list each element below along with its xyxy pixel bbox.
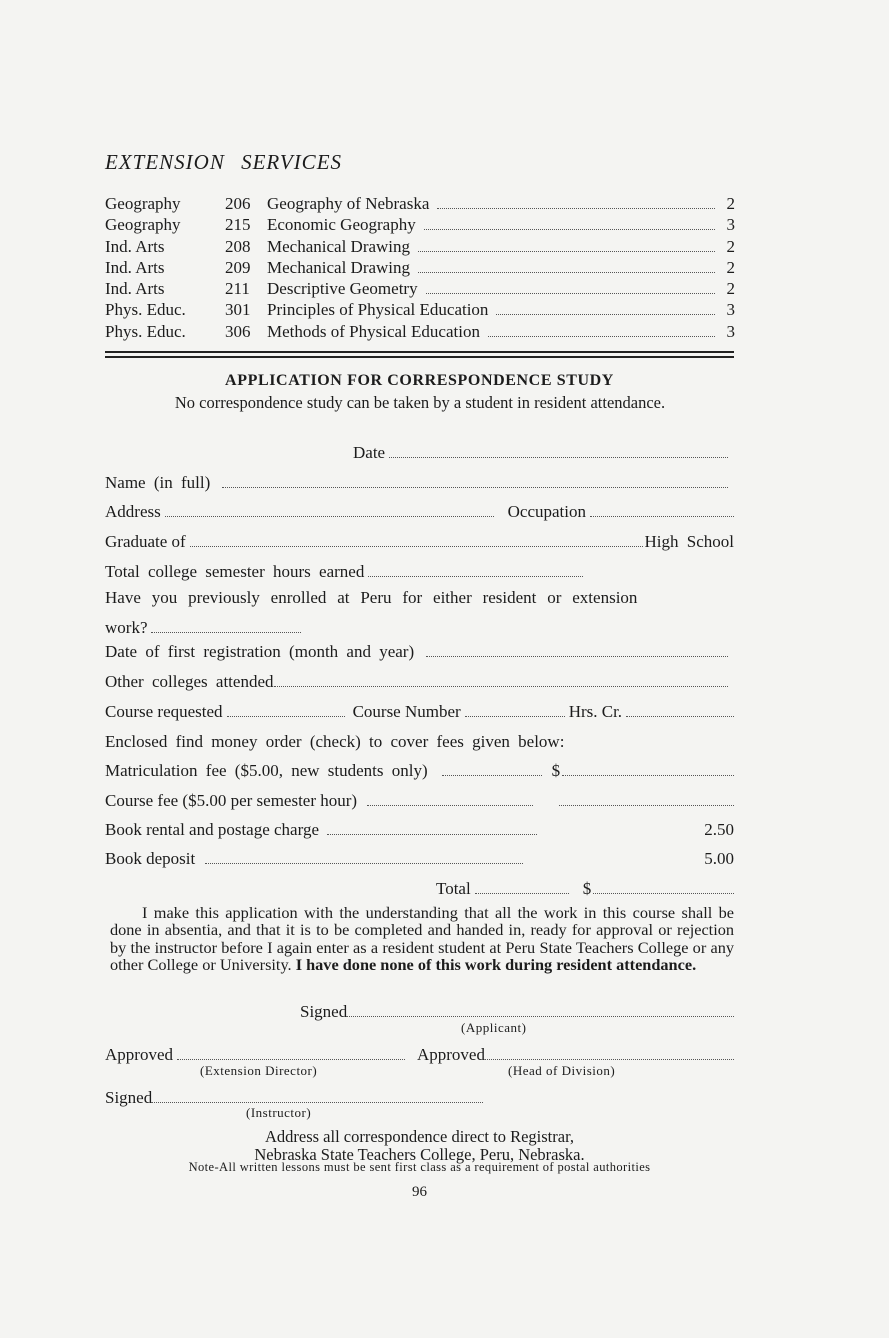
work-label: work? [105,618,148,637]
course-title: Methods of Physical Education [267,321,480,341]
course-title: Principles of Physical Education [267,300,489,320]
total-line [436,878,734,900]
extension-director-field[interactable] [177,1058,405,1060]
head-of-division-field[interactable] [485,1058,734,1060]
course-dept: Ind. Arts [105,236,165,256]
previously-enrolled-line [105,587,734,609]
course-hours: 2 [726,236,735,256]
book-rental-amount: 2.50 [704,820,734,839]
course-number-label: Course Number [352,702,461,721]
approved-label-2: Approved [416,1045,485,1064]
page-number: 96 [412,1184,427,1200]
dot-leader [496,313,715,315]
course-hours: 3 [726,300,735,320]
dot-leader [418,271,715,273]
address-label: Address [105,502,161,521]
book-rental-label: Book rental and postage charge [105,820,320,839]
extension-director-caption: (Extension Director) [200,1063,318,1078]
matriculation-amount-field[interactable] [562,774,734,776]
divider-rule [105,356,734,358]
instructor-caption: (Instructor) [246,1105,312,1120]
course-dept: Geography [105,215,181,235]
statement-text: I make this application with the understanding that all the work in this course shall be done in absentia, and that it is to be completed and handed in, ready for approval or rejection by the instructor before I again enter as a resident student at Peru State Teachers College or any other College or University. [110,903,734,975]
graduate-label: Graduate of [105,532,186,551]
approved-label: Approved [105,1045,173,1064]
course-title: Geography of Nebraska [267,194,430,213]
total-label: Total [436,879,471,898]
total-hours-field[interactable] [368,575,583,577]
matriculation-dots [442,774,542,776]
head-of-division-caption: (Head of Division) [508,1063,616,1078]
statement-paragraph [110,904,734,974]
dollar-sign: $ [551,761,561,780]
course-fee-label: Course fee ($5.00 per semester hour) [105,791,358,810]
high-school-label: High School [644,532,734,551]
course-hours: 2 [726,257,735,277]
course-requested-label: Course requested [105,702,223,721]
dot-leader [437,207,715,209]
course-hours: 3 [726,215,735,235]
address-block [105,1128,734,1164]
name-label: Name (in full) [105,473,211,492]
occupation-field[interactable] [590,515,734,517]
course-table [105,193,735,342]
date-label: Date [353,443,386,462]
occupation-label: Occupation [507,502,586,521]
dot-leader [418,250,715,252]
total-hours-line [105,561,734,583]
other-colleges-field[interactable] [274,685,729,687]
course-title: Mechanical Drawing [267,257,411,277]
applicant-caption: (Applicant) [461,1020,527,1035]
course-number: 306 [225,321,251,341]
first-registration-line [105,641,734,663]
enclosed-line [105,731,734,753]
course-number: 211 [225,279,250,299]
course-number: 215 [225,215,251,235]
course-row [105,278,735,299]
book-rental-dots [327,833,537,835]
enclosed-label: Enclosed find money order (check) to cover fees given below: [105,732,565,751]
other-colleges-label: Other colleges attended [105,672,274,691]
applicant-signature-field[interactable] [347,1015,734,1017]
course-row [105,299,735,320]
footnote: Note-All written lessons must be sent first class as a requirement of postal authorities [188,1160,651,1174]
hrs-cr-field[interactable] [626,715,734,717]
address-line-2: Nebraska State Teachers College, Peru, Nebraska. [254,1145,585,1164]
book-deposit-label: Book deposit [105,849,196,868]
application-note: No correspondence study can be taken by a student in resident attendance. [174,393,666,412]
matriculation-line [105,760,734,782]
course-number: 209 [225,257,251,277]
course-number: 206 [225,194,251,213]
course-title: Mechanical Drawing [267,236,411,256]
book-deposit-dots [205,862,523,864]
section-title: EXTENSION SERVICES [105,150,343,174]
total-dots [475,892,569,894]
divider-rule [105,351,734,353]
book-rental-line [105,819,734,841]
date-field[interactable] [389,456,728,458]
course-dept: Phys. Educ. [105,321,186,341]
course-request-line [105,701,734,723]
course-requested-field[interactable] [227,715,345,717]
course-row [105,193,735,214]
graduate-line [105,531,734,553]
name-line [105,472,734,494]
total-amount-field[interactable] [593,892,734,894]
course-fee-line [105,790,734,812]
book-deposit-line [105,848,734,870]
previously-enrolled-field[interactable] [151,631,301,633]
first-registration-field[interactable] [426,655,728,657]
total-hours-label: Total college semester hours earned [105,562,365,581]
graduate-field[interactable] [190,545,643,547]
instructor-signature-field[interactable] [152,1101,483,1103]
hrs-cr-label: Hrs. Cr. [568,702,623,721]
course-dept: Ind. Arts [105,257,165,277]
course-row [105,236,735,257]
course-fee-amount-field[interactable] [559,804,734,806]
signed-label: Signed [300,1002,348,1021]
total-dollar-sign: $ [582,879,592,898]
course-hours: 2 [726,279,735,299]
date-line [353,442,734,464]
course-title: Descriptive Geometry [267,279,418,299]
course-dept: Geography [105,194,181,213]
course-fee-dots [367,804,533,806]
address-line [105,501,734,523]
course-number: 208 [225,236,251,256]
course-dept: Ind. Arts [105,279,165,299]
previously-enrolled-label: Have you previously enrolled at Peru for either resident or extension [105,588,638,607]
first-registration-label: Date of first registration (month and year) [105,642,415,661]
previously-enrolled-line-2 [105,617,734,639]
address-field[interactable] [165,515,494,517]
course-row [105,214,735,235]
course-number: 301 [225,300,251,320]
course-number-field[interactable] [465,715,565,717]
application-title: APPLICATION FOR CORRESPONDENCE STUDY [225,372,614,389]
dot-leader [426,292,715,294]
course-row [105,257,735,278]
dot-leader [424,228,715,230]
address-line-1: Address all correspondence direct to Registrar, [264,1127,575,1146]
course-hours: 2 [726,194,735,213]
dot-leader [488,335,715,337]
course-row [105,321,735,342]
course-title: Economic Geography [267,215,416,235]
course-dept: Phys. Educ. [105,300,186,320]
matriculation-label: Matriculation fee ($5.00, new students only) [105,761,428,780]
name-field[interactable] [222,486,728,488]
book-deposit-amount: 5.00 [704,849,734,868]
course-hours: 3 [726,321,735,341]
other-colleges-line [105,671,734,693]
statement-bold: I have done none of this work during resident attendance. [295,955,697,975]
instructor-signed-label: Signed [105,1088,153,1107]
